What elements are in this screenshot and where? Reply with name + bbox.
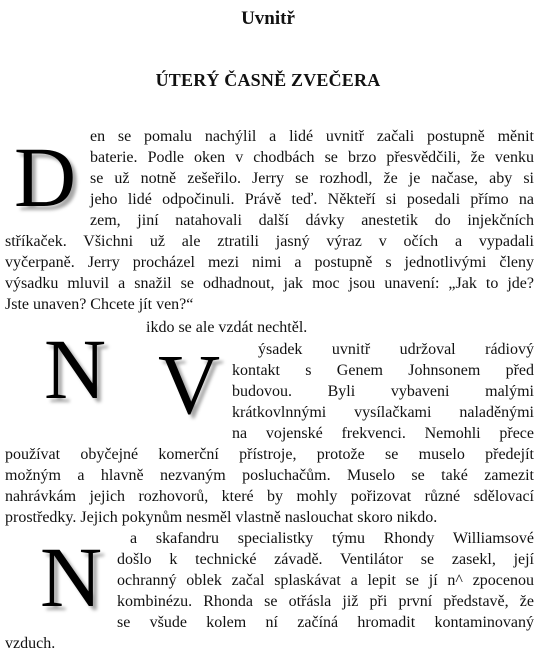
text-line: Jste unaven? Chcete jít ven?“ [5,296,194,313]
text-line: budovou. Byli vybaveni malými [232,383,534,400]
text-line: se už notně zešeřilo. Jerry se rozhodl, že je načase, aby si [90,170,534,187]
text-line: ikdo se ale vzdát nechtěl. [146,319,308,336]
text-line: došlo k technické závadě. Ventilátor se zasekl, její [117,551,534,568]
text-line: baterie. Podle oken v chodbách se brzo přesvědčili, že venku [90,149,534,166]
text-line: zem, jiní natahovali další dávky anestetik do injekčních [90,212,534,229]
text-line: en se pomalu nachýlil a lidé uvnitř začali postupně měnit [90,128,534,145]
text-line: možným a hlavně nezvaným posluchačům. Muselo se také zamezit [5,467,534,484]
text-line: stříkaček. Všichni už ale ztratili jasný výraz v očích a vypadali [5,233,534,250]
text-line: ochranný oblek začal splaskávat a lepit se jí n^ zpocenou [117,572,534,589]
text-line: kombinézu. Rhonda se otřásla již při první představě, že [117,593,534,610]
text-line: výsadku mluvil a snažil se odhadnout, jak moc jsou unavení: „Jak to jde? [5,275,534,292]
text-line: se všude kolem ní začíná hromadit kontaminovaný [117,614,534,631]
text-line: kontakt s Genem Johnsonem před [232,362,534,379]
text-line: a skafandru specialistky týmu Rhondy Williamsové [130,530,534,547]
text-line: vzduch. [5,635,56,652]
drop-cap-d: D [14,129,77,225]
text-line: jeho lidé odpočinuli. Právě teď. Někteří si posedali přímo na [90,191,534,208]
page-title: Uvnitř [241,8,295,29]
text-line: krátkovlnnými vysílačkami naladěnými [232,404,534,421]
section-heading: ÚTERÝ ČASNĚ ZVEČERA [155,70,381,90]
text-line: vyčerpaně. Jerry procházel mezi nimi a postupně s jednotlivými členy [5,254,534,271]
text-line: na vojenské frekvenci. Nemohli přece [232,425,534,442]
text-line: používat obyčejné komerční přístroje, protože se muselo předejít [5,446,534,463]
text-line: ýsadek uvnitř udržoval rádiový [258,341,534,358]
drop-cap-n: N [40,529,103,625]
text-line: nahrávkám jejich rozhovorů, které by mohly pořizovat různé sdělovací [5,488,534,505]
text-line: prostředky. Jejich pokynům nesměl vlastně naslouchat skoro nikdo. [5,509,438,526]
drop-cap-v: V [158,336,221,432]
drop-cap-n: N [44,321,107,417]
